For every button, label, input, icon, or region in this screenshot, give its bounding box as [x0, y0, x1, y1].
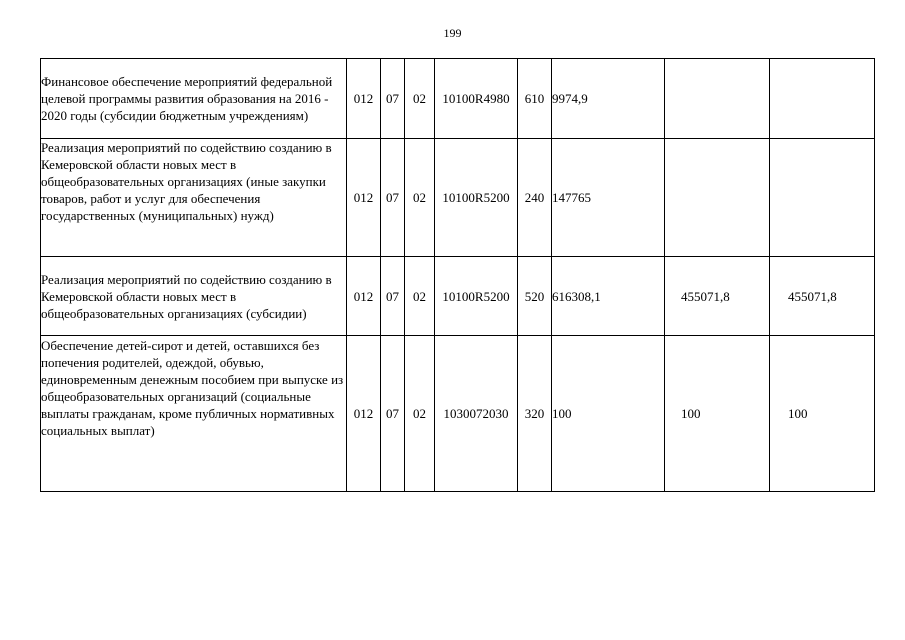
subsection-code: 02 [405, 59, 435, 139]
target-article-code: 10100R5200 [435, 139, 518, 257]
section-code: 07 [381, 336, 405, 492]
amount-year-1: 147765 [552, 139, 665, 257]
expense-type-code: 240 [518, 139, 552, 257]
row-description: Реализация мероприятий по содействию созданию в Кемеровской области новых мест в общеобразовательных организациях (субсидии) [41, 257, 347, 336]
amount-year-3: 455071,8 [770, 257, 875, 336]
row-description: Обеспечение детей-сирот и детей, оставшихся без попечения родителей, одеждой, обувью, единовременным денежным пособием при выпуске из общеобразовательных организаций (социальные выплаты гражданам, кроме публичных нормативных социальных выплат) [41, 336, 347, 492]
target-article-code: 10100R5200 [435, 257, 518, 336]
amount-year-2 [665, 139, 770, 257]
amount-year-1: 9974,9 [552, 59, 665, 139]
expense-type-code: 610 [518, 59, 552, 139]
ministry-code: 012 [347, 59, 381, 139]
amount-year-3 [770, 139, 875, 257]
amount-year-2: 455071,8 [665, 257, 770, 336]
ministry-code: 012 [347, 336, 381, 492]
ministry-code: 012 [347, 257, 381, 336]
table-row [41, 139, 875, 257]
target-article-code: 10100R4980 [435, 59, 518, 139]
subsection-code: 02 [405, 139, 435, 257]
amount-year-2: 100 [665, 336, 770, 492]
section-code: 07 [381, 139, 405, 257]
ministry-code: 012 [347, 139, 381, 257]
row-description: Реализация мероприятий по содействию созданию в Кемеровской области новых мест в общеобразовательных организациях (иные закупки товаров, работ и услуг для обеспечения государственных (муниципальных) нужд) [41, 139, 347, 257]
budget-table [40, 58, 875, 492]
table-row [41, 257, 875, 336]
amount-year-1: 616308,1 [552, 257, 665, 336]
amount-year-3 [770, 59, 875, 139]
amount-year-2 [665, 59, 770, 139]
expense-type-code: 320 [518, 336, 552, 492]
amount-year-1: 100 [552, 336, 665, 492]
table-row [41, 336, 875, 492]
expense-type-code: 520 [518, 257, 552, 336]
subsection-code: 02 [405, 336, 435, 492]
row-description: Финансовое обеспечение мероприятий федеральной целевой программы развития образования на 2016 - 2020 годы (субсидии бюджетным учреждениям) [41, 59, 347, 139]
target-article-code: 1030072030 [435, 336, 518, 492]
section-code: 07 [381, 257, 405, 336]
subsection-code: 02 [405, 257, 435, 336]
section-code: 07 [381, 59, 405, 139]
table-row [41, 59, 875, 139]
amount-year-3: 100 [770, 336, 875, 492]
page-number: 199 [443, 26, 462, 40]
